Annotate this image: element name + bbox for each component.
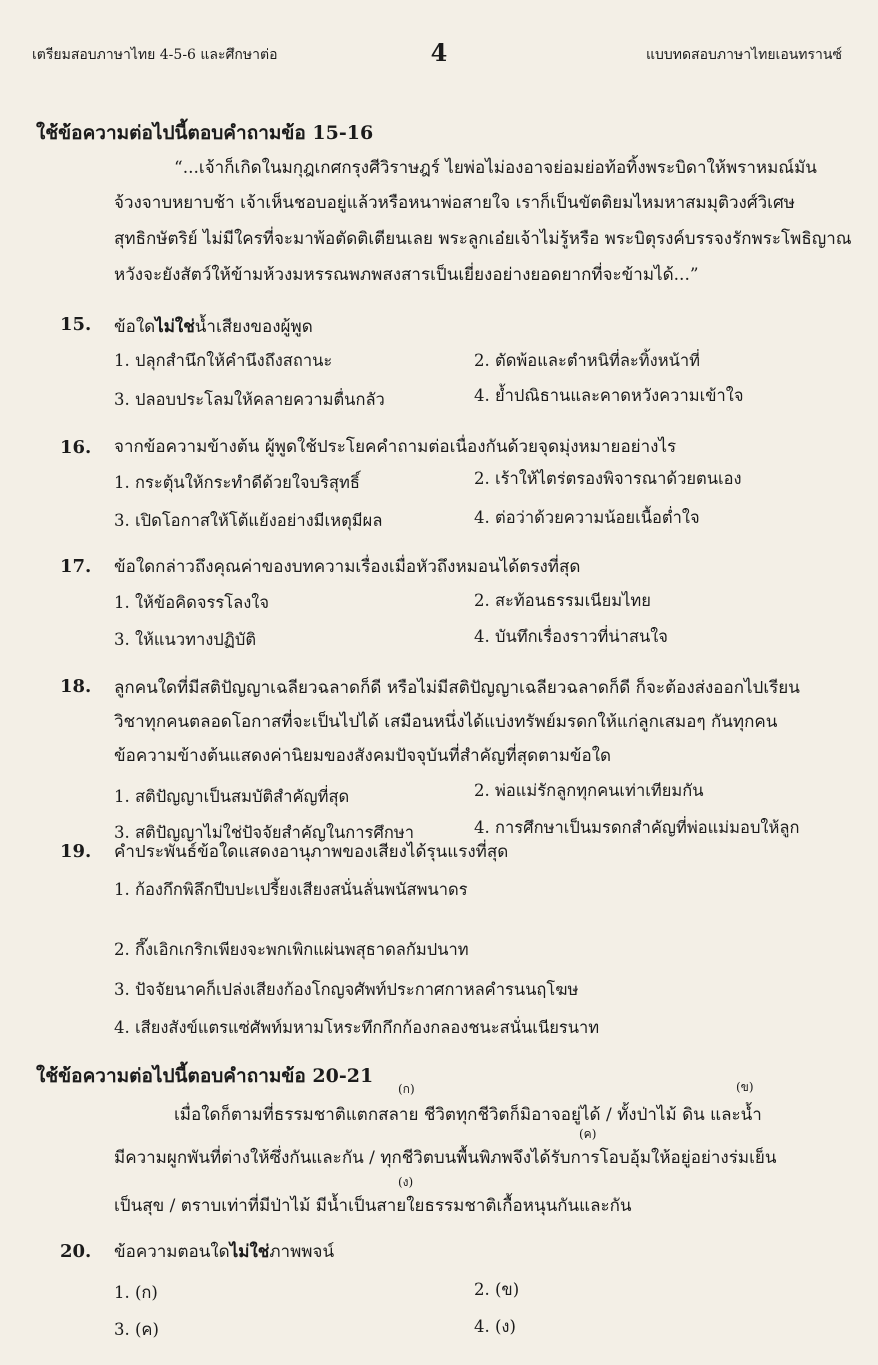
- answer-option[interactable]: 2. กึ๊งเอิกเกริกเพียงจะพกเพิกแผ่นพสุธาดลกัมปนาท: [114, 940, 469, 959]
- question-number: 18.: [60, 676, 92, 697]
- question-number: 15.: [60, 314, 92, 335]
- answer-option[interactable]: 3. ปัจจัยนาคก็เปล่งเสียงก้องโกญจศัพท์ประกาศกาหลคำรนนฤโฆษ: [114, 980, 579, 999]
- answer-option[interactable]: 4. บันทึกเรื่องราวที่น่าสนใจ: [474, 627, 668, 646]
- answer-option[interactable]: 2. สะท้อนธรรมเนียมไทย: [474, 591, 651, 610]
- passage-line: เมื่อใดก็ตามที่ธรรมชาติแตกสลาย ชีวิตทุกชีวิตก็มิอาจอยู่ได้ / ทั้งป่าไม้ ดิน และน้ำ: [174, 1105, 762, 1125]
- answer-option[interactable]: 3. เปิดโอกาสให้โต้แย้งอย่างมีเหตุมีผล: [114, 511, 383, 530]
- question-text: จากข้อความข้างต้น ผู้พูดใช้ประโยคคำถามต่อเนื่องกันด้วยจุดมุ่งหมายอย่างไร: [114, 437, 677, 457]
- section-title: ใช้ข้อความต่อไปนี้ตอบคำถามข้อ 20-21: [36, 1065, 374, 1087]
- answer-option[interactable]: 1. ให้ข้อคิดจรรโลงใจ: [114, 593, 270, 612]
- segment-marker: (ง): [398, 1175, 414, 1189]
- question-text: คำประพันธ์ข้อใดแสดงอานุภาพของเสียงได้รุนแรงที่สุด: [114, 842, 509, 862]
- passage-line: มีความผูกพันที่ต่างให้ซึ่งกันและกัน / ทุกชีวิตบนพื้นพิภพจึงได้รับการโอบอุ้มให้อยู่อย่างร่มเย็น: [114, 1148, 777, 1168]
- passage-line: สุทธิกษัตริย์ ไม่มีใครที่จะมาพ้อตัดติเตียนเลย พระลูกเอ๋ยเจ้าไม่รู้หรือ พระบิตุรงค์บรรจงรักพระโพธิญาณ: [114, 229, 852, 249]
- answer-option[interactable]: 3. ปลอบประโลมให้คลายความตื่นกลัว: [114, 390, 385, 409]
- answer-option[interactable]: 2. พ่อแม่รักลูกทุกคนเท่าเทียมกัน: [474, 781, 704, 800]
- question-text: ข้อความตอนใดไม่ใช่ภาพพจน์: [114, 1242, 335, 1262]
- answer-option[interactable]: 4. เสียงสังข์แตรแซ่ศัพท์มหามโหระทึกกึกก้องกลองชนะสนั่นเนียรนาท: [114, 1018, 600, 1037]
- question-text: ลูกคนใดที่มีสติปัญญาเฉลียวฉลาดก็ดี หรือไม่มีสติปัญญาเฉลียวฉลาดก็ดี ก็จะต้องส่งออกไปเรียน: [114, 678, 800, 698]
- answer-option[interactable]: 1. (ก): [114, 1283, 158, 1302]
- question-text: ข้อใดกล่าวถึงคุณค่าของบทความเรื่องเมื่อหัวถึงหมอนได้ตรงที่สุด: [114, 557, 581, 577]
- answer-option[interactable]: 2. เร้าให้ไตร่ตรองพิจารณาด้วยตนเอง: [474, 469, 742, 488]
- header-right: แบบทดสอบภาษาไทยเอนทรานซ์: [645, 47, 842, 63]
- page-number: 4: [430, 38, 448, 67]
- question-number: 17.: [60, 556, 92, 577]
- answer-option[interactable]: 1. สติปัญญาเป็นสมบัติสำคัญที่สุด: [114, 787, 350, 806]
- section-title: ใช้ข้อความต่อไปนี้ตอบคำถามข้อ 15-16: [36, 122, 374, 144]
- question-text: วิชาทุกคนตลอดโอกาสที่จะเป็นไปได้ เสมือนหนึ่งได้แบ่งทรัพย์มรดกให้แก่ลูกเสมอๆ กันทุกคน: [114, 712, 778, 732]
- answer-option[interactable]: 1. ก้องกึกพิลึกปีบปะเปรี้ยงเสียงสนั่นลั่นพนัสพนาดร: [114, 880, 468, 899]
- segment-marker: (ก): [398, 1082, 415, 1096]
- answer-option[interactable]: 2. ตัดพ้อและตำหนิที่ละทิ้งหน้าที่: [474, 351, 701, 370]
- segment-marker: (ค): [579, 1127, 597, 1141]
- question-text: ข้อความข้างต้นแสดงค่านิยมของสังคมปัจจุบันที่สำคัญที่สุดตามข้อใด: [114, 746, 612, 766]
- answer-option[interactable]: 1. กระตุ้นให้กระทำดีด้วยใจบริสุทธิ์: [114, 473, 360, 492]
- segment-marker: (ข): [736, 1080, 754, 1094]
- passage-line: หวังจะยังสัตว์ให้ข้ามห้วงมหรรณพภพสงสารเป็นเยี่ยงอย่างยอดยากที่จะข้ามได้...”: [114, 265, 699, 285]
- question-number: 16.: [60, 437, 92, 458]
- passage-line: จ้วงจาบหยาบช้า เจ้าเห็นชอบอยู่แล้วหรือหนาพ่อสายใจ เราก็เป็นขัตติยมไหมหาสมมุติวงศ์วิเศษ: [114, 193, 795, 213]
- header-left: เตรียมสอบภาษาไทย 4-5-6 และศึกษาต่อ: [32, 47, 278, 63]
- answer-option[interactable]: 4. การศึกษาเป็นมรดกสำคัญที่พ่อแม่มอบให้ลูก: [474, 818, 800, 837]
- passage-line: “...เจ้าก็เกิดในมกุฎเกศกรุงศีวิราษฎร์ ไยพ่อไม่องอาจย่อมย่อท้อทิ้งพระบิดาให้พราหมณ์มัน: [174, 158, 817, 178]
- answer-option[interactable]: 4. (ง): [474, 1317, 516, 1336]
- passage-line: เป็นสุข / ตราบเท่าที่มีป่าไม้ มีน้ำเป็นสายใยธรรมชาติเกื้อหนุนกันและกัน: [114, 1196, 632, 1216]
- answer-option[interactable]: 4. ต่อว่าด้วยความน้อยเนื้อต่ำใจ: [474, 508, 700, 527]
- question-number: 20.: [60, 1241, 92, 1262]
- answer-option[interactable]: 2. (ข): [474, 1280, 520, 1299]
- question-number: 19.: [60, 841, 92, 862]
- answer-option[interactable]: 1. ปลุกสำนึกให้คำนึงถึงสถานะ: [114, 351, 333, 370]
- answer-option[interactable]: 3. สติปัญญาไม่ใช่ปัจจัยสำคัญในการศึกษา: [114, 823, 415, 842]
- answer-option[interactable]: 4. ย้ำปณิธานและคาดหวังความเข้าใจ: [474, 386, 744, 405]
- answer-option[interactable]: 3. ให้แนวทางปฏิบัติ: [114, 630, 257, 649]
- answer-option[interactable]: 3. (ค): [114, 1320, 159, 1339]
- question-text: ข้อใดไม่ใช่น้ำเสียงของผู้พูด: [114, 317, 313, 337]
